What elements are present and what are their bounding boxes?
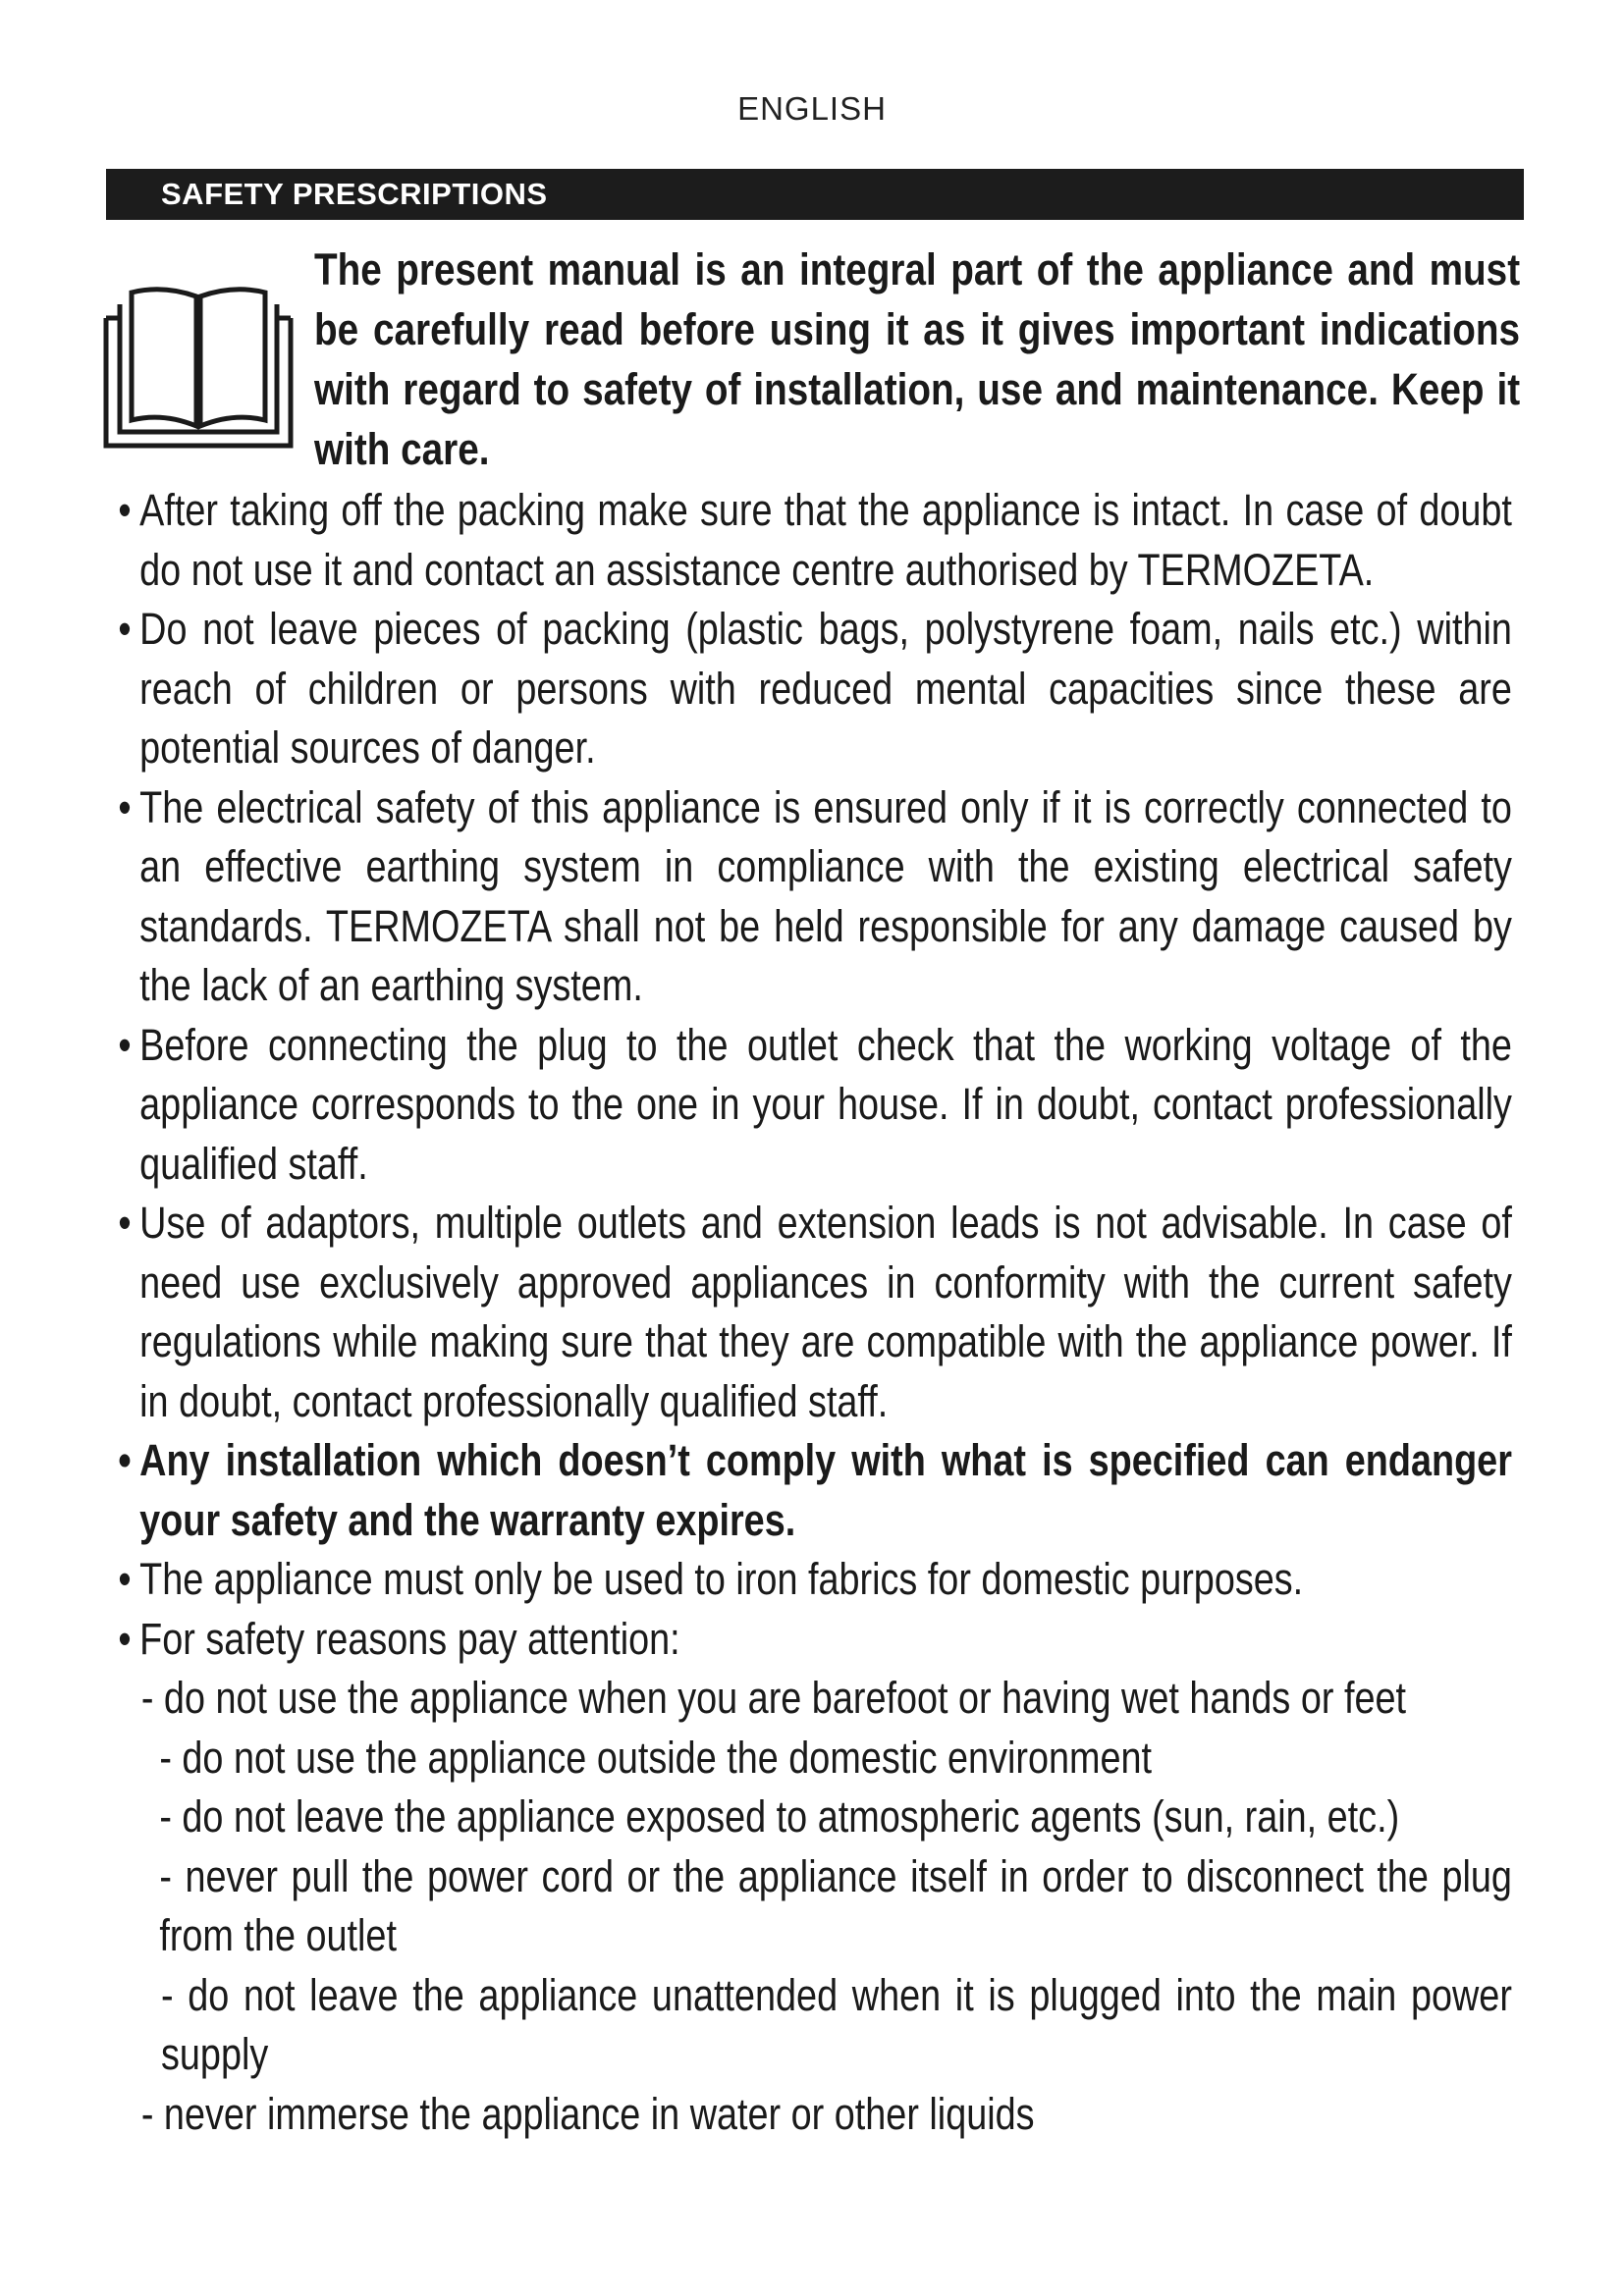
list-item-text: The electrical safety of this appliance is ensured only if it is correctly connected to an effective earthing system in compliance with the existing electrical safety standards. TERMOZETA shall not be held responsible for any damage caused by the lack of an earthing system. — [139, 781, 1512, 1010]
section-title-bar — [106, 169, 1524, 220]
list-item-text: For safety reasons pay attention: — [139, 1613, 680, 1664]
list-item-text: The appliance must only be used to iron fabrics for domestic purposes. — [139, 1554, 1304, 1604]
sub-list-item: - do not leave the appliance unattended when it is plugged into the main power supply — [161, 1969, 1512, 2079]
list-item-warning: • Any installation which doesn’t comply with what is specified can endanger your safety and the warranty expires. — [118, 1435, 1512, 1545]
list-item-text: Any installation which doesn’t comply with what is specified can endanger your safety and the warranty expires. — [139, 1435, 1512, 1545]
intro-paragraph: The present manual is an integral part of the appliance and must be carefully read before using it as it gives important indications with regard to safety of installation, use and maintenance. Keep it with care. — [314, 244, 1521, 474]
list-item: • Use of adaptors, multiple outlets and extension leads is not advisable. In case of need use exclusively approved appliances in conformity with the current safety regulations while making sure that they are compatible with the appliance power. If in doubt, contact professionally qualified staff. — [118, 1198, 1512, 1426]
sub-list-item: - do not leave the appliance exposed to atmospheric agents (sun, rain, etc.) — [159, 1791, 1400, 1842]
list-item-text: Do not leave pieces of packing (plastic bags, polystyrene foam, nails etc.) within reach of children or persons with reduced mental capacities since these are potential sources of danger. — [139, 604, 1512, 773]
sub-list-item: - do not use the appliance outside the domestic environment — [159, 1732, 1153, 1783]
safety-list — [120, 481, 1512, 2144]
list-item: • After taking off the packing make sure that the appliance is intact. In case of doubt do not use it and contact an assistance centre authorised by TERMOZETA. — [118, 485, 1512, 595]
language-label: ENGLISH — [737, 90, 887, 127]
open-book-icon — [102, 283, 295, 452]
list-item: • Do not leave pieces of packing (plastic bags, polystyrene foam, nails etc.) within reach of children or persons with reduced mental capacities since these are potential sources of danger. — [118, 604, 1512, 773]
list-item: • The appliance must only be used to iron fabrics for domestic purposes. — [118, 1554, 1304, 1604]
sub-list-item: - never immerse the appliance in water or other liquids — [140, 2088, 1035, 2139]
list-item: • For safety reasons pay attention: — [118, 1613, 680, 1664]
sub-list-item: - do not use the appliance when you are barefoot or having wet hands or feet — [140, 1673, 1406, 1723]
sub-list-item: - never pull the power cord or the appliance itself in order to disconnect the plug from the outlet — [159, 1850, 1512, 1960]
section-title: SAFETY PRESCRIPTIONS — [161, 177, 548, 211]
list-item: • The electrical safety of this appliance is ensured only if it is correctly connected to an effective earthing system in compliance with the existing electrical safety standards. TERMOZETA shall not be held responsible for any damage caused by the lack of an earthing system. — [118, 781, 1512, 1010]
attention-sublist — [120, 1669, 1512, 2144]
list-item-text: After taking off the packing make sure that the appliance is intact. In case of doubt do not use it and contact an assistance centre authorised by TERMOZETA. — [139, 485, 1512, 595]
list-item-text: Before connecting the plug to the outlet check that the working voltage of the appliance corresponds to the one in your house. If in doubt, contact professionally qualified staff. — [139, 1019, 1512, 1189]
list-item: • Before connecting the plug to the outlet check that the working voltage of the appliance corresponds to the one in your house. If in doubt, contact professionally qualified staff. — [118, 1019, 1512, 1189]
list-item-text: Use of adaptors, multiple outlets and extension leads is not advisable. In case of need use exclusively approved appliances in conformity with the current safety regulations while making sure that they are compatible with the appliance power. If in doubt, contact professionally qualified staff. — [139, 1198, 1512, 1426]
